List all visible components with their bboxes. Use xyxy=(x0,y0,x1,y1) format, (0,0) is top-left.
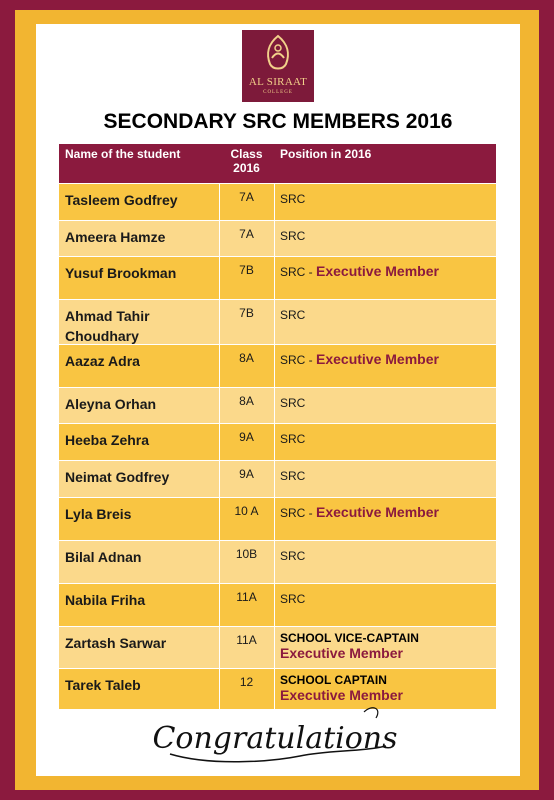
table-row xyxy=(59,583,496,626)
table-row xyxy=(59,299,496,344)
header-class xyxy=(219,147,274,175)
college-logo xyxy=(242,30,314,102)
name-cell xyxy=(59,424,220,460)
student-class: 11A xyxy=(236,633,257,647)
executive-label: Executive Member xyxy=(280,687,403,703)
header-name: Name of the student xyxy=(65,147,181,161)
table-row xyxy=(59,183,496,220)
class-cell xyxy=(219,541,275,583)
student-name: Yusuf Brookman xyxy=(65,265,177,281)
position-text: SRC xyxy=(280,432,306,446)
congratulations-text: Congratulations xyxy=(152,721,398,756)
members-table xyxy=(59,144,496,709)
table-row xyxy=(59,423,496,460)
student-class: 7A xyxy=(239,227,254,241)
position-cell xyxy=(275,388,496,423)
header-class-label: Class xyxy=(230,147,263,161)
name-cell xyxy=(59,498,220,540)
name-cell xyxy=(59,541,220,583)
student-name: Heeba Zehra xyxy=(65,432,150,448)
position-cell xyxy=(275,498,496,540)
position-cell xyxy=(275,627,496,668)
class-cell xyxy=(219,424,275,460)
position-cell xyxy=(275,300,496,344)
name-cell xyxy=(59,584,220,626)
position-text: SRC xyxy=(280,592,306,606)
position-cell xyxy=(275,345,496,387)
position-text: SRC - xyxy=(280,353,316,367)
crest-icon xyxy=(260,34,296,74)
position-text: SRC xyxy=(280,229,306,243)
class-cell xyxy=(219,498,275,540)
name-cell xyxy=(59,627,220,668)
student-name: Neimat Godfrey xyxy=(65,469,170,485)
position-text: SCHOOL VICE-CAPTAIN xyxy=(280,631,419,645)
position-cell xyxy=(275,424,496,460)
logo-name: AL SIRAAT xyxy=(248,76,308,88)
table-row xyxy=(59,497,496,540)
logo-subtitle: COLLEGE xyxy=(263,90,293,95)
table-row xyxy=(59,344,496,387)
table-row xyxy=(59,460,496,497)
student-class: 8A xyxy=(239,351,254,365)
position-cell xyxy=(275,257,496,299)
student-name: Aleyna Orhan xyxy=(65,396,157,412)
position-cell xyxy=(275,541,496,583)
position-text: SRC xyxy=(280,308,306,322)
position-text: SRC - xyxy=(280,506,316,520)
name-cell xyxy=(59,345,220,387)
table-header xyxy=(59,144,496,183)
student-class: 9A xyxy=(239,467,254,481)
student-class: 11A xyxy=(236,590,257,604)
class-cell xyxy=(219,345,275,387)
class-cell xyxy=(219,257,275,299)
student-class: 10 A xyxy=(234,504,259,518)
position-text: SRC xyxy=(280,469,306,483)
student-name: Nabila Friha xyxy=(65,592,146,608)
student-class: 9A xyxy=(239,430,254,444)
student-name: Ahmad Tahir Choudhary xyxy=(65,308,150,344)
header-class-year: 2016 xyxy=(233,161,260,175)
student-name: Zartash Sarwar xyxy=(65,635,167,651)
class-cell xyxy=(219,184,275,220)
congratulations-script xyxy=(150,702,400,772)
student-class: 7B xyxy=(239,263,254,277)
name-cell xyxy=(59,221,220,256)
name-cell xyxy=(59,300,220,344)
executive-label: Executive Member xyxy=(280,645,403,661)
name-cell xyxy=(59,184,220,220)
class-cell xyxy=(219,300,275,344)
student-name: Tarek Taleb xyxy=(65,677,141,693)
position-text: SRC xyxy=(280,396,306,410)
table-row xyxy=(59,626,496,668)
student-name: Tasleem Godfrey xyxy=(65,192,178,208)
table-body xyxy=(59,183,496,709)
position-text: SRC xyxy=(280,192,306,206)
position-cell xyxy=(275,461,496,497)
class-cell xyxy=(219,461,275,497)
class-cell xyxy=(219,627,275,668)
student-class: 12 xyxy=(239,675,254,689)
student-name: Bilal Adnan xyxy=(65,549,142,565)
executive-label: Executive Member xyxy=(316,263,439,279)
student-class: 10B xyxy=(235,547,258,561)
executive-label: Executive Member xyxy=(316,504,439,520)
position-text: SRC xyxy=(280,549,306,563)
executive-label: Executive Member xyxy=(316,351,439,367)
position-cell xyxy=(275,184,496,220)
page-title: SECONDARY SRC MEMBERS 2016 xyxy=(103,110,453,133)
class-cell xyxy=(219,388,275,423)
name-cell xyxy=(59,461,220,497)
class-cell xyxy=(219,584,275,626)
name-cell xyxy=(59,388,220,423)
student-class: 7B xyxy=(239,306,254,320)
position-cell xyxy=(275,584,496,626)
table-row xyxy=(59,220,496,256)
student-class: 8A xyxy=(239,394,254,408)
table-row xyxy=(59,387,496,423)
position-text: SRC - xyxy=(280,265,316,279)
class-cell xyxy=(219,221,275,256)
name-cell xyxy=(59,257,220,299)
header-position: Position in 2016 xyxy=(280,147,372,161)
student-name: Aazaz Adra xyxy=(65,353,140,369)
table-row xyxy=(59,540,496,583)
position-cell xyxy=(275,221,496,256)
table-row xyxy=(59,256,496,299)
student-class: 7A xyxy=(239,190,254,204)
student-name: Lyla Breis xyxy=(65,506,132,522)
student-name: Ameera Hamze xyxy=(65,229,166,245)
position-text: SCHOOL CAPTAIN xyxy=(280,673,387,687)
